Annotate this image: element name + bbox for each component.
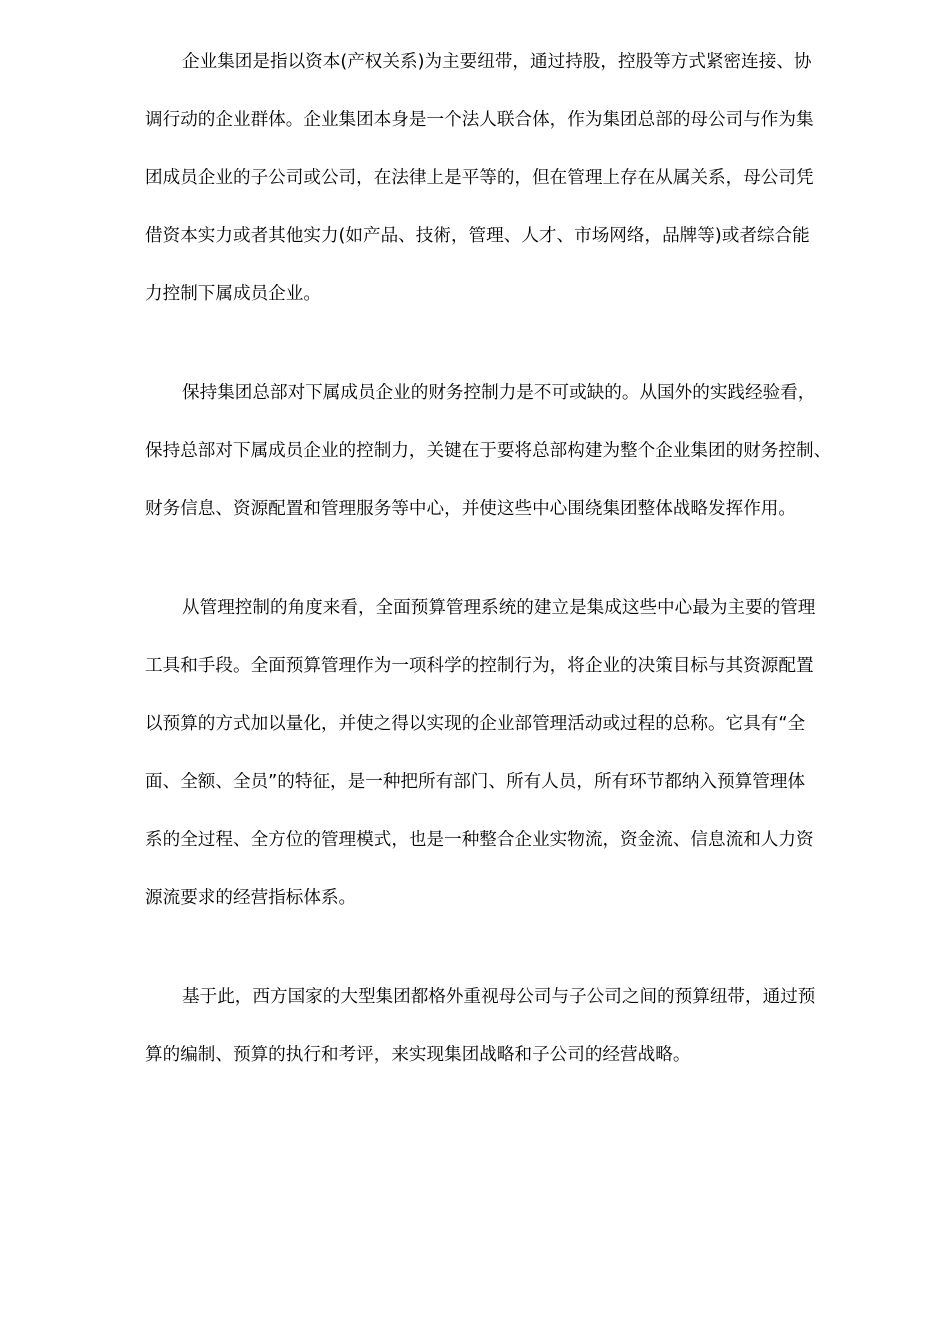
paragraph-line: 基于此，西方国家的大型集团都格外重视母公司与子公司之间的预算纽带，通过预 (182, 987, 816, 1007)
paragraph-1 (145, 33, 885, 323)
paragraph-line: 财务信息、资源配置和管理服务等中心，并使这些中心围绕集团整体战略发挥作用。 (145, 499, 796, 519)
paragraph-line: 团成员企业的子公司或公司，在法律上是平等的，但在管理上存在从属关系，母公司凭 (145, 168, 814, 188)
paragraph-line: 力控制下属成员企业。 (145, 284, 321, 304)
paragraph-2 (145, 364, 885, 538)
paragraph-line: 系的全过程、全方位的管理模式，也是一种整合企业实物流，资金流、信息流和人力资 (145, 830, 814, 850)
paragraph-line: 从管理控制的角度来看，全面预算管理系统的建立是集成这些中心最为主要的管理 (182, 598, 816, 618)
paragraph-line: 保持集团总部对下属成员企业的财务控制力是不可或缺的。从国外的实践经验看， (182, 383, 816, 403)
paragraph-line: 面、全额、全员”的特征，是一种把所有部门、所有人员，所有环节都纳入预算管理体 (145, 772, 806, 792)
document-page (145, 33, 885, 1125)
paragraph-4 (145, 968, 885, 1084)
paragraph-line: 算的编制、预算的执行和考评，来实现集团战略和子公司的经营战略。 (145, 1045, 691, 1065)
paragraph-line: 工具和手段。全面预算管理作为一项科学的控制行为，将企业的决策目标与其资源配置 (145, 656, 814, 676)
paragraph-line: 以预算的方式加以量化，并使之得以实现的企业部管理活动或过程的总称。它具有“全 (145, 714, 806, 734)
paragraph-line: 借资本实力或者其他实力(如产品、技術，管理、人才、市场网络，品牌等)或者综合能 (145, 226, 810, 246)
paragraph-line: 调行动的企业群体。企业集团本身是一个法人联合体，作为集团总部的母公司与作为集 (145, 110, 814, 130)
paragraph-3 (145, 579, 885, 927)
paragraph-line: 企业集团是指以资本(产权关系)为主要纽带，通过持股，控股等方式紧密连接、协 (182, 52, 812, 72)
paragraph-line: 保持总部对下属成员企业的控制力，关键在于要将总部构建为整个企业集团的财务控制、 (145, 441, 832, 461)
paragraph-line: 源流要求的经营指标体系。 (145, 888, 357, 908)
